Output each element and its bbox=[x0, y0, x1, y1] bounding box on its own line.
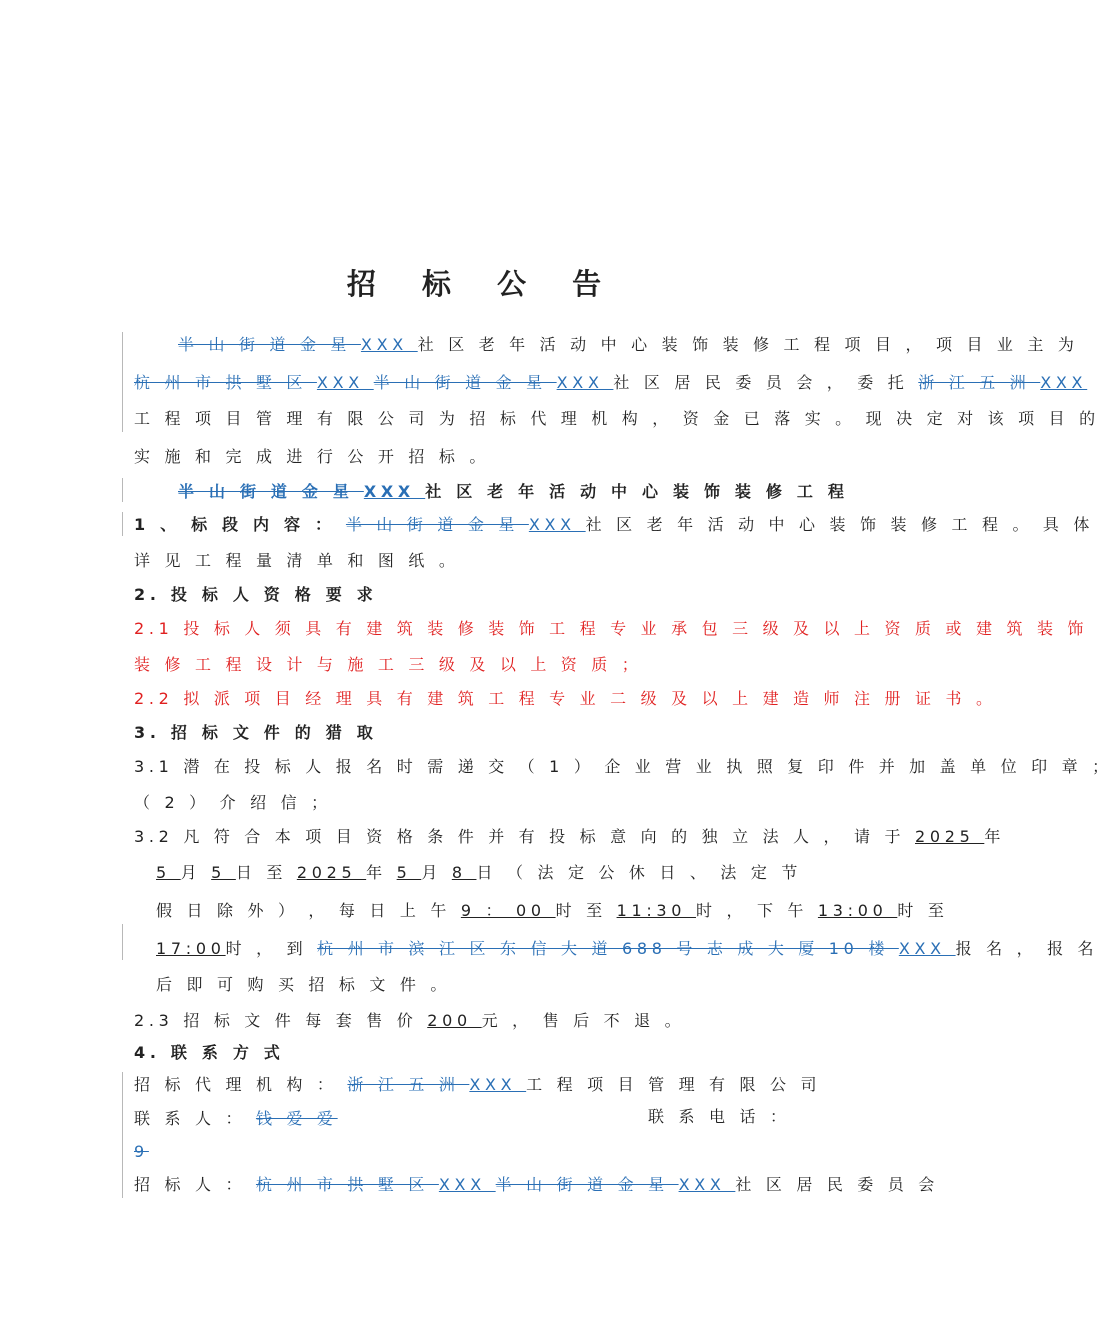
text-line bbox=[134, 618, 1088, 640]
text-run: 时 ， 到 bbox=[225, 939, 318, 958]
text-line bbox=[156, 862, 802, 884]
text-run: 年 bbox=[984, 827, 1006, 846]
text-run: 时 至 bbox=[555, 901, 617, 920]
text-run: 年 bbox=[366, 863, 397, 882]
text-line bbox=[134, 408, 1100, 430]
text-line bbox=[134, 826, 1005, 848]
text-line bbox=[134, 550, 460, 572]
text-run: 3.1 潜 在 投 标 人 报 名 时 需 递 交 （ 1 ） 企 业 营 业 执 照 复 印 件 并 加 盖 单 位 印 章 ； bbox=[134, 757, 1113, 776]
text-run: 招 标 代 理 机 构 ： bbox=[134, 1075, 348, 1094]
text-line bbox=[134, 688, 997, 710]
deleted-text: 半 山 街 道 金 星 bbox=[373, 373, 557, 392]
text-line bbox=[156, 938, 1098, 960]
text-run: 日 （ 法 定 公 休 日 、 法 定 节 bbox=[476, 863, 803, 882]
text-run: 2.1 投 标 人 须 具 有 建 筑 装 修 装 饰 工 程 专 业 承 包 三 级 及 以 上 资 质 或 建 筑 装 饰 bbox=[134, 619, 1089, 638]
text-run: 元 ， 售 后 不 退 。 bbox=[481, 1011, 686, 1030]
text-run: 4. 联 系 方 式 bbox=[134, 1043, 285, 1062]
text-line bbox=[134, 1042, 285, 1064]
deleted-text: 浙 江 五 洲 bbox=[918, 373, 1041, 392]
text-run: 装 修 工 程 设 计 与 施 工 三 级 及 以 上 资 质 ； bbox=[134, 655, 643, 674]
text-run: 时 至 bbox=[897, 901, 949, 920]
text-run: 5 bbox=[396, 863, 422, 882]
text-line bbox=[134, 654, 642, 676]
text-run: 日 至 bbox=[235, 863, 297, 882]
text-run: 月 bbox=[180, 863, 212, 882]
doc-title: 招 标 公 告 bbox=[346, 267, 620, 301]
text-run: 工 程 项 目 管 理 有 限 公 司 bbox=[526, 1075, 822, 1094]
phone-label: 联 系 电 话 ： bbox=[648, 1107, 791, 1126]
text-line bbox=[178, 334, 1079, 356]
text-line bbox=[134, 584, 377, 606]
text-run: 实 施 和 完 成 进 行 公 开 招 标 。 bbox=[134, 447, 491, 466]
change-bar bbox=[122, 512, 123, 536]
deleted-text: 杭 州 市 拱 墅 区 bbox=[134, 373, 317, 392]
text-run: 社 区 居 民 委 员 会 ， 委 托 bbox=[613, 373, 919, 392]
text-run: 3.2 凡 符 合 本 项 目 资 格 条 件 并 有 投 标 意 向 的 独 立 法 人 ， 请 于 bbox=[134, 827, 915, 846]
text-run: 时 ， 下 午 bbox=[695, 901, 818, 920]
deleted-text: 半 山 街 道 金 星 bbox=[178, 482, 364, 501]
inserted-text: XXX bbox=[438, 1175, 496, 1194]
deleted-text: 半 山 街 道 金 星 bbox=[345, 515, 529, 534]
text-run: 工 程 项 目 管 理 有 限 公 司 为 招 标 代 理 机 构 ， 资 金 已 落 实 。 现 决 定 对 该 项 目 的 bbox=[134, 409, 1100, 428]
deleted-text: 杭 州 市 滨 江 区 东 信 大 道 688 号 志 成 大 厦 10 楼 bbox=[317, 939, 899, 958]
deleted-text: 半 山 街 道 金 星 bbox=[178, 335, 361, 354]
deleted-text: 半 山 街 道 金 星 bbox=[495, 1175, 679, 1194]
text-line bbox=[134, 1010, 685, 1032]
text-run: 2025 bbox=[296, 863, 367, 882]
text-run: 2.3 招 标 文 件 每 套 售 价 bbox=[134, 1011, 428, 1030]
text-run: 联 系 人 ： bbox=[134, 1109, 256, 1128]
text-run: 5 bbox=[211, 863, 236, 882]
text-run: 社 区 居 民 委 员 会 bbox=[735, 1175, 939, 1194]
inserted-text: XXX bbox=[556, 373, 614, 392]
text-run: 3. 招 标 文 件 的 猎 取 bbox=[134, 723, 378, 742]
text-run: 1 、 标 段 内 容 ： bbox=[134, 515, 346, 534]
text-run: 8 bbox=[451, 863, 477, 882]
text-run: 月 bbox=[421, 863, 452, 882]
text-line bbox=[134, 1108, 338, 1130]
deleted-text: 浙 江 五 洲 bbox=[347, 1075, 470, 1094]
text-line bbox=[134, 1074, 821, 1096]
text-run: 200 bbox=[427, 1011, 482, 1030]
inserted-text: XXX bbox=[678, 1175, 736, 1194]
text-run: 社 区 老 年 活 动 中 心 装 饰 装 修 工 程 项 目 ， 项 目 业 主 为 bbox=[417, 335, 1079, 354]
text-run: 17:00 bbox=[156, 939, 226, 958]
text-line bbox=[134, 1141, 149, 1163]
inserted-text: XXX bbox=[1040, 373, 1088, 392]
text-run: 后 即 可 购 买 招 标 文 件 。 bbox=[156, 975, 452, 994]
deleted-text: 9 bbox=[134, 1142, 149, 1161]
inserted-text: XXX bbox=[363, 482, 426, 501]
text-line bbox=[134, 756, 1113, 778]
text-run: 11:30 bbox=[616, 901, 696, 920]
text-run: 5 bbox=[156, 863, 181, 882]
text-run: 2. 投 标 人 资 格 要 求 bbox=[134, 585, 378, 604]
text-line bbox=[156, 974, 451, 996]
text-run: 社 区 老 年 活 动 中 心 装 饰 装 修 工 程 。 具 体 bbox=[585, 515, 1095, 534]
text-run: 社 区 老 年 活 动 中 心 装 饰 装 修 工 程 bbox=[425, 482, 849, 501]
text-line bbox=[134, 372, 1087, 394]
text-run: 9 ： 00 bbox=[460, 901, 556, 920]
text-run: 13:00 bbox=[817, 901, 898, 920]
text-run: （ 2 ） 介 绍 信 ； bbox=[134, 793, 332, 812]
deleted-text: 钱 爱 爱 bbox=[255, 1109, 338, 1128]
text-run: 详 见 工 程 量 清 单 和 图 纸 。 bbox=[134, 551, 460, 570]
inserted-text: XXX bbox=[316, 373, 374, 392]
text-run: 2.2 拟 派 项 目 经 理 具 有 建 筑 工 程 专 业 二 级 及 以 上 建 造 师 注 册 证 书 。 bbox=[134, 689, 997, 708]
change-bar bbox=[122, 924, 123, 960]
text-run: 假 日 除 外 ） ， 每 日 上 午 bbox=[156, 901, 461, 920]
change-bar bbox=[122, 478, 123, 502]
change-bar bbox=[122, 1072, 123, 1198]
inserted-text: XXX bbox=[360, 335, 418, 354]
change-bar bbox=[122, 332, 123, 432]
text-line bbox=[178, 481, 849, 503]
text-line bbox=[134, 792, 332, 814]
text-run: 2025 bbox=[915, 827, 985, 846]
text-line bbox=[134, 446, 490, 468]
text-line bbox=[156, 900, 949, 922]
deleted-text: 杭 州 市 拱 墅 区 bbox=[255, 1175, 439, 1194]
inserted-text: XXX bbox=[528, 515, 586, 534]
text-line bbox=[134, 514, 1094, 536]
inserted-text: XXX bbox=[469, 1075, 527, 1094]
text-run: 报 名 ， 报 名 bbox=[955, 939, 1099, 958]
text-line bbox=[134, 1174, 939, 1196]
text-line bbox=[134, 722, 377, 744]
text-run: 招 标 人 ： bbox=[134, 1175, 256, 1194]
inserted-text: XXX bbox=[898, 939, 956, 958]
